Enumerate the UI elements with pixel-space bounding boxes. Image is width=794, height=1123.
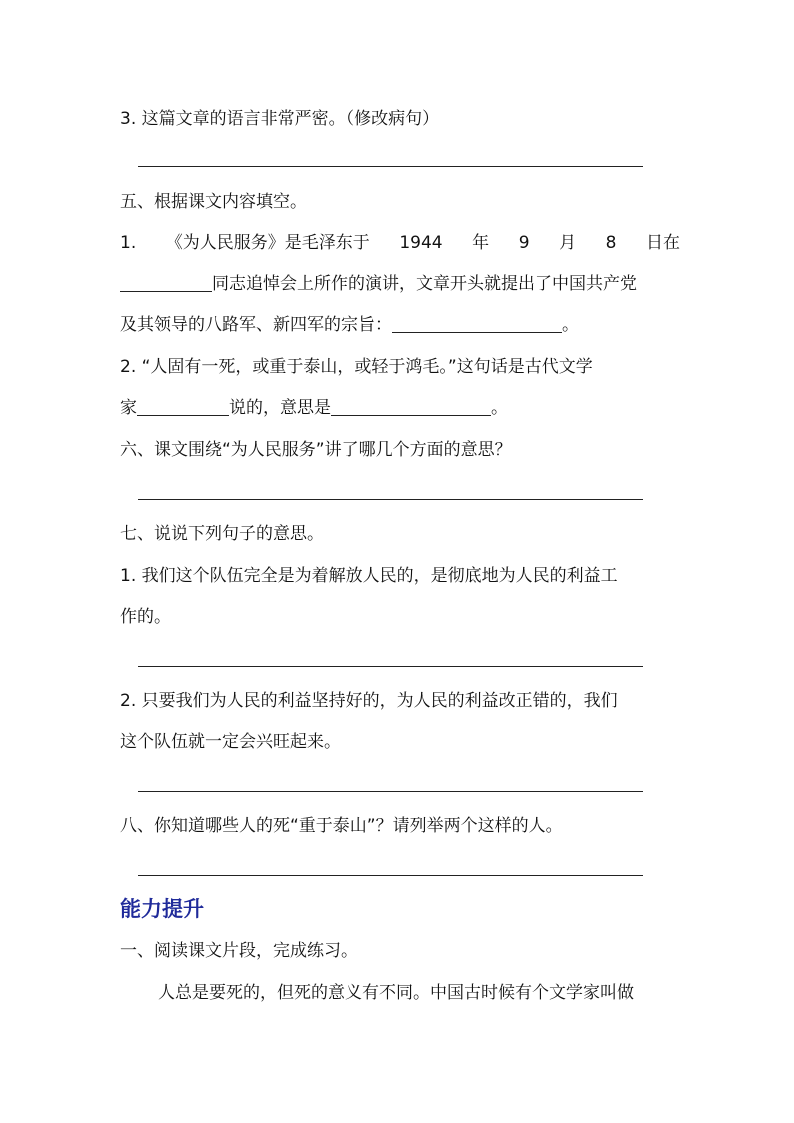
fill-blank-writer[interactable] xyxy=(137,399,229,416)
question-7-2-line-1: 2. 只要我们为人民的利益坚持好的，为人民的利益改正错的，我们 xyxy=(120,691,618,711)
section-8-heading: 八、你知道哪些人的死“重于泰山”？请列举两个这样的人。 xyxy=(120,816,563,836)
q5-1-line3-end: 。 xyxy=(562,315,579,335)
q5-1-token: 1944 xyxy=(399,233,443,253)
q5-2-text-a: 家 xyxy=(120,398,137,418)
section-5-heading: 五、根据课文内容填空。 xyxy=(120,192,307,212)
fill-blank-meaning[interactable] xyxy=(331,399,491,416)
answer-line-q3[interactable] xyxy=(138,166,643,167)
question-5-2-line-2 xyxy=(120,397,680,419)
fill-blank-purpose[interactable] xyxy=(392,316,562,333)
answer-line-sec8[interactable] xyxy=(138,875,643,876)
q5-1-line3-text: 及其领导的八路军、新四军的宗旨： xyxy=(120,315,392,335)
q5-1-token: 日在 xyxy=(645,233,680,253)
q5-2-text-c: 。 xyxy=(491,398,508,418)
question-5-2-line-1: 2. “人固有一死，或重于泰山，或轻于鸿毛。”这句话是古代文学 xyxy=(120,357,593,377)
ability-section-title: 能力提升 xyxy=(120,897,204,921)
q5-1-line2-text: 同志追悼会上所作的演讲，文章开头就提出了中国共产党 xyxy=(212,274,637,294)
question-5-1-line-1 xyxy=(120,232,680,254)
section-6-heading: 六、课文围绕“为人民服务”讲了哪几个方面的意思？ xyxy=(120,440,512,460)
section-7-heading: 七、说说下列句子的意思。 xyxy=(120,524,324,544)
q5-1-token: 《为人民服务》是毛泽东于 xyxy=(165,233,370,253)
q5-1-token: 1. xyxy=(120,233,137,253)
reading-task-heading: 一、阅读课文片段，完成练习。 xyxy=(120,941,358,961)
answer-line-q7-2[interactable] xyxy=(138,791,643,792)
answer-line-sec6[interactable] xyxy=(138,499,643,500)
question-7-2-line-2: 这个队伍就一定会兴旺起来。 xyxy=(120,732,341,752)
question-7-1-line-1: 1. 我们这个队伍完全是为着解放人民的，是彻底地为人民的利益工 xyxy=(120,566,618,586)
q5-2-text-b: 说的，意思是 xyxy=(229,398,331,418)
q5-1-token: 月 xyxy=(559,233,577,253)
question-3-text: 3. 这篇文章的语言非常严密。（修改病句） xyxy=(120,109,440,129)
question-5-1-line-3 xyxy=(120,314,680,336)
fill-blank-comrade[interactable] xyxy=(120,275,212,292)
passage-line-1: 人总是要死的，但死的意义有不同。中国古时候有个文学家叫做 xyxy=(158,983,634,1003)
question-7-1-line-2: 作的。 xyxy=(120,607,171,627)
q5-1-token: 8 xyxy=(605,233,617,253)
answer-line-q7-1[interactable] xyxy=(138,666,643,667)
question-5-1-line-2 xyxy=(120,273,680,295)
q5-1-token: 9 xyxy=(518,233,530,253)
q5-1-token: 年 xyxy=(472,233,490,253)
